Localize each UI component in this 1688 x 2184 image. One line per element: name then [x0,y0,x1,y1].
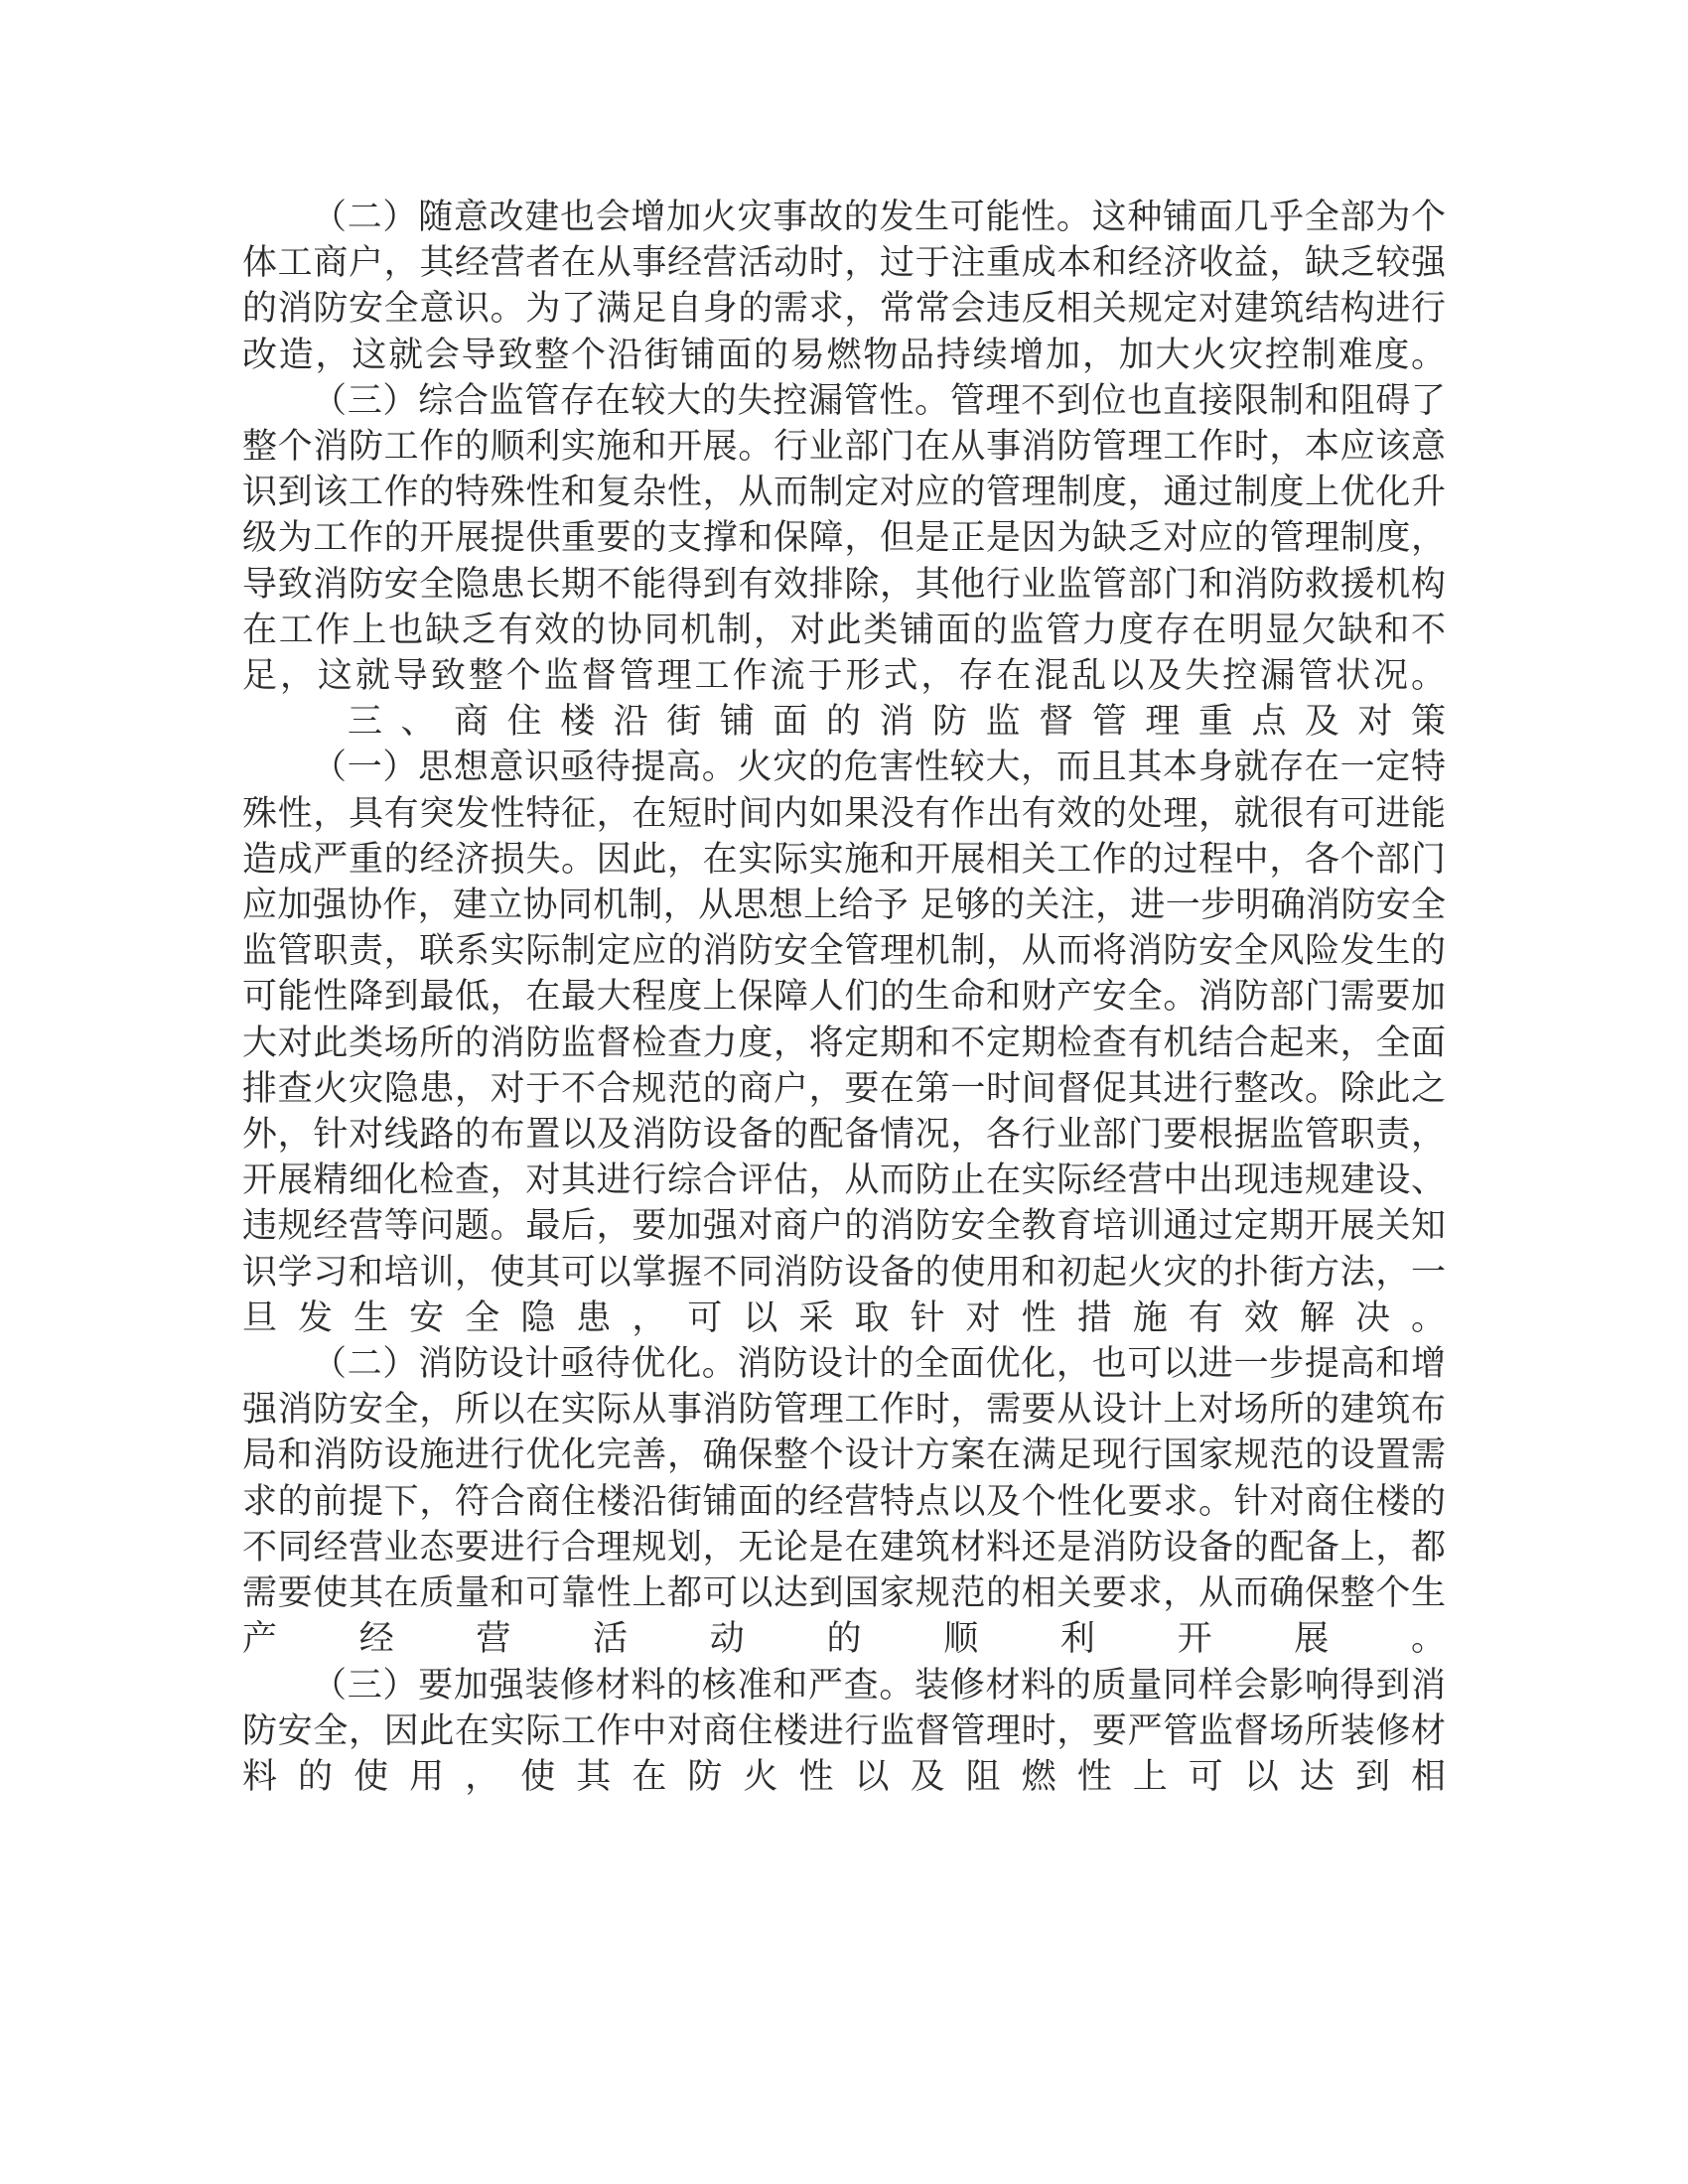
document-page [242,195,1446,1800]
paragraph-supervision-gaps: （三）综合监管存在较大的失控漏管性。管理不到位也直接限制和阻碍了整个消防工作的顺利实施和开展。行业部门在从事消防管理工作时，本应该意识到该工作的特殊性和复杂性，从而制定对应的管理制度，通过制度上优化升级为工作的开展提供重要的支撑和保障，但是正是因为缺乏对应的管理制度，导致消防安全隐患长期不能得到有效排除，其他行业监管部门和消防救援机构在工作上也缺乏有效的协同机制，对此类铺面的监管力度存在明显欠缺和不足，这就导致整个监督管理工作流于形式，存在混乱以及失控漏管状况。 [242,380,1446,697]
paragraph-awareness: （一）思想意识亟待提高。火灾的危害性较大，而且其本身就存在一定特殊性，具有突发性特征，在短时间内如果没有作出有效的处理，就很有可进能造成严重的经济损失。因此，在实际实施和开展相关工作的过程中，各个部门应加强协作，建立协同机制，从思想上给予 足够的关注，进一步明确消防安全监管职责，联系实际制定应的消防安全管理机制，从而将消防安全风险发生的可能性降到最低，在最大程度上保障人们的生命和财产安全。消防部门需要加大对此类场所的消防监督检查力度，将定期和不定期检查有机结合起来，全面排查火灾隐患，对于不合规范的商户，要在第一时间督促其进行整改。除此之外，针对线路的布置以及消防设备的配备情况，各行业部门要根据监管职责，开展精细化检查，对其进行综合评估，从而防止在实际经营中出现违规建设、违规经营等问题。最后，要加强对商户的消防安全教育培训通过定期开展关知识学习和培训，使其可以掌握不同消防设备的使用和初起火灾的扑街方法，一旦发生安全隐患，可以采取针对性措施有效解决。 [242,748,1446,1338]
section-heading: 三、商住楼沿街铺面的消防监督管理重点及对策 [348,702,1446,743]
paragraph-fire-design: （二）消防设计亟待优化。消防设计的全面优化，也可以进一步提高和增强消防安全，所以在实际从事消防管理工作时，需要从设计上对场所的建筑布局和消防设施进行优化完善，确保整个设计方案在满足现行国家规范的设置需求的前提下，符合商住楼沿街铺面的经营特点以及个性化要求。针对商住楼的不同经营业态要进行合理规划，无论是在建筑材料还是消防设备的配备上，都需要使其在质量和可靠性上都可以达到国家规范的相关要求，从而确保整个生产经营活动的顺利开展。 [242,1344,1446,1660]
paragraph-unauthorized-renovation: （二）随意改建也会增加火灾事故的发生可能性。这种铺面几乎全部为个体工商户，其经营者在从事经营活动时，过于注重成本和经济收益，缺乏较强的消防安全意识。为了满足自身的需求，常常会违反相关规定对建筑结构进行改造，这就会导致整个沿街铺面的易燃物品持续增加，加大火灾控制难度。 [242,198,1446,375]
paragraph-decoration-materials: （三）要加强装修材料的核准和严查。装修材料的质量同样会影响得到消防安全，因此在实际工作中对商住楼进行监督管理时，要严管监督场所装修材料的使用，使其在防火性以及阻燃性上可以达到相 [242,1665,1446,1797]
